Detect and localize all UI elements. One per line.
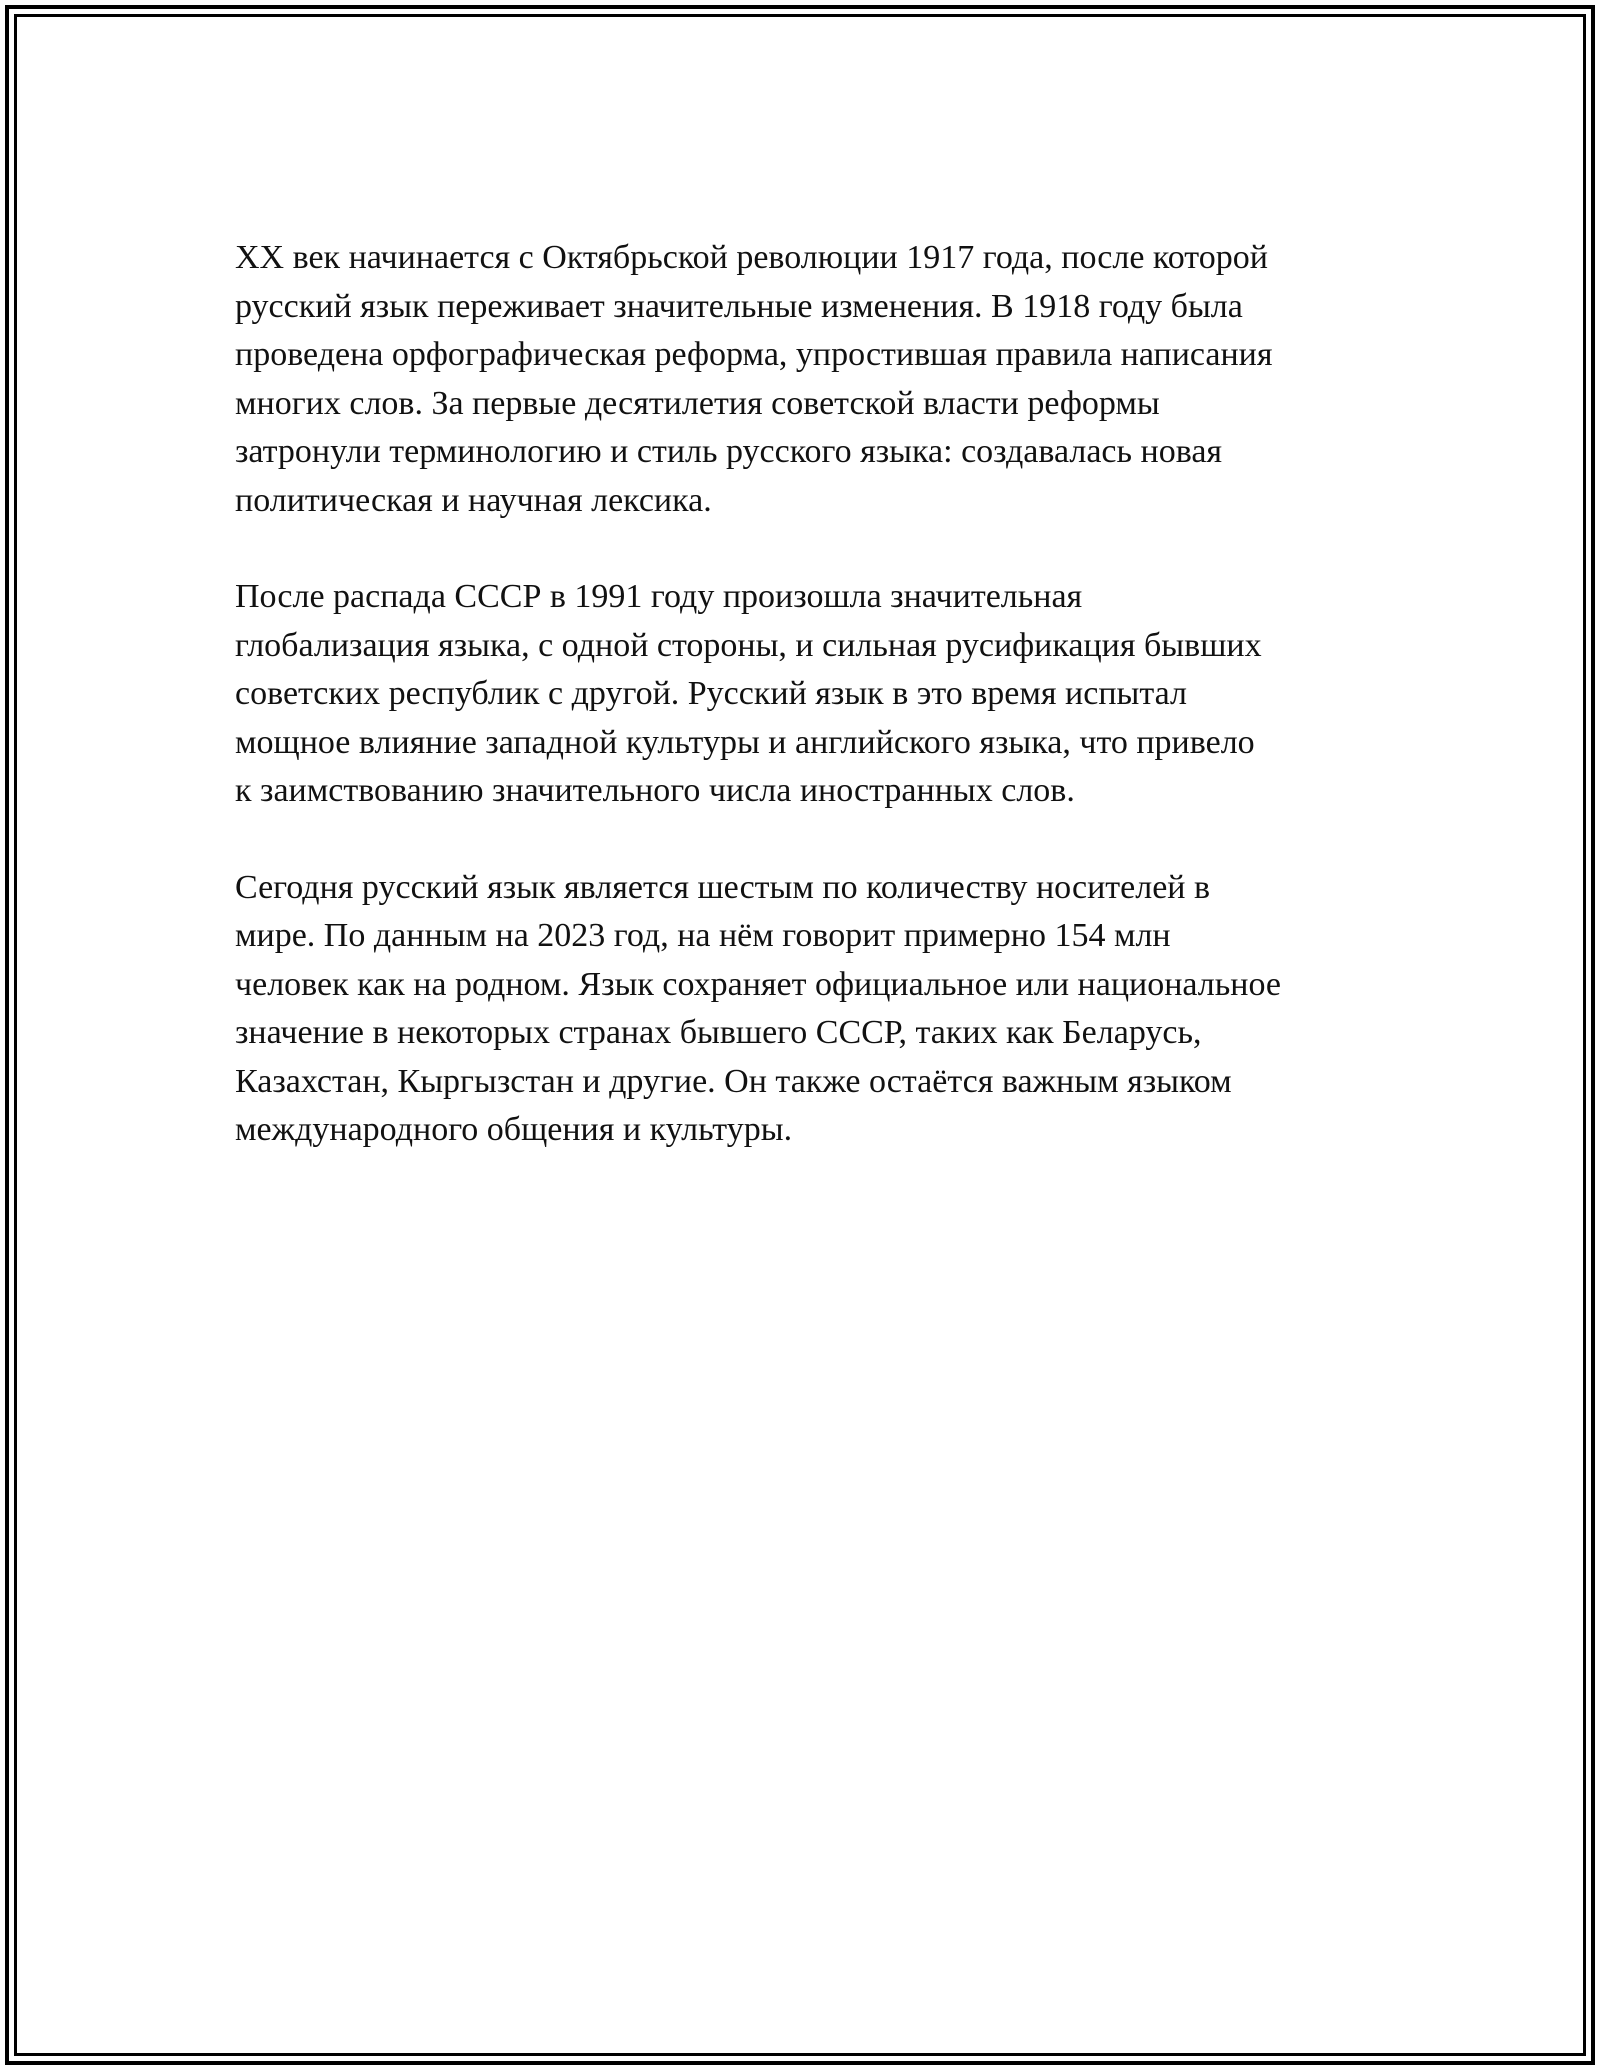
paragraph-1: XX век начинается с Октябрьской революции 1917 года, после которой русский язык переживает значительные изменения. В 1918 году была проведена орфографическая реформа, упростившая правила написания многих слов. За первые десятилетия советской власти реформы затронули терминологию и стиль русского языка: создавалась новая политическая и научная лексика.	[235, 239, 1273, 519]
paragraph-2: После распада СССР в 1991 году произошла значительная глобализация языка, с одной стороны, и сильная русификация бывших советских республик с другой. Русский язык в это время испытал мощное влияние западной культуры и английского языка, что привело к заимствованию значительного числа иностранных слов.	[235, 578, 1262, 809]
paragraph-3: Сегодня русский язык является шестым по количеству носителей в мире. По данным на 2023 год, на нём говорит примерно 154 млн человек как на родном. Язык сохраняет официальное или национальное значение в некоторых странах бывшего СССР, таких как Беларусь, Казахстан, Кыргызстан и другие. Он также остаётся важным языком международного общения и культуры.	[235, 868, 1281, 1148]
document-body	[235, 234, 1380, 1203]
